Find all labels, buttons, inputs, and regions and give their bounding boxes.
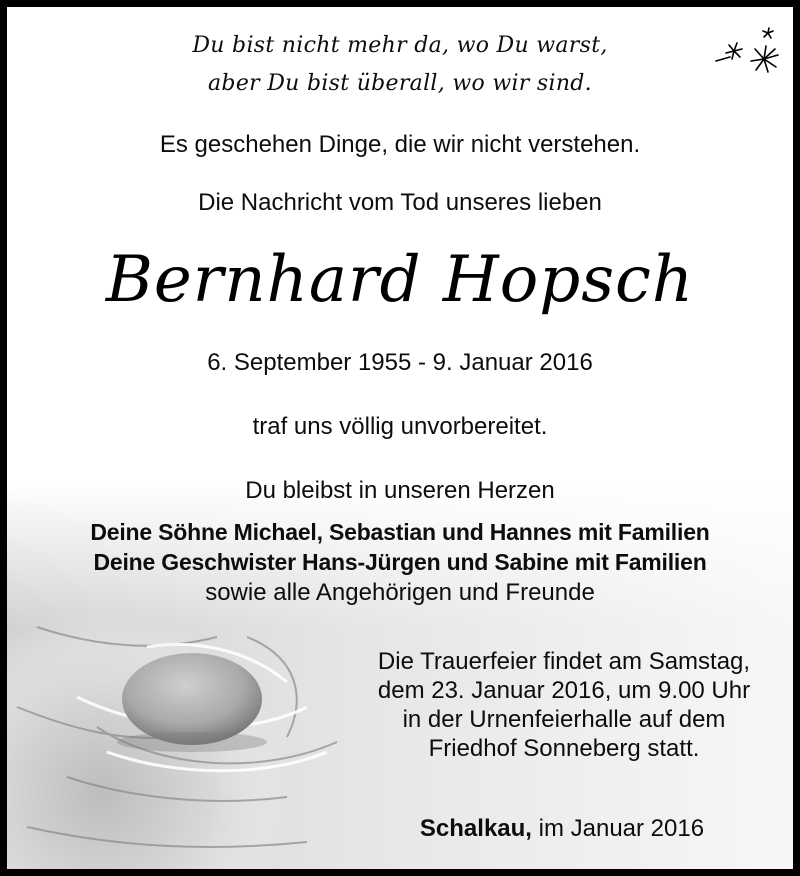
signoff-place: Schalkau, [419,815,532,842]
farewell-text: Du bleibst in unseren Herzen [245,477,555,504]
ceremony-line-1: Die Trauerfeier findet am Samstag, [377,648,751,675]
deceased-name: Bernhard Hopsch [105,243,695,317]
mourners-others: sowie alle Angehörigen und Freunde [205,579,595,606]
message-lead: Die Nachricht vom Tod unseres lieben [198,189,602,216]
mourners-sons: Deine Söhne Michael, Sebastian und Hannes mit Familien [90,519,710,545]
life-dates: 6. September 1955 - 9. Januar 2016 [207,349,593,376]
motto-line-1: Du bist nicht mehr da, wo Du warst, [192,33,608,58]
message-end: traf uns völlig unvorbereitet. [252,413,548,440]
signoff [402,815,722,843]
ceremony-details [359,647,769,763]
ceremony-line-2: dem 23. Januar 2016, um 9.00 Uhr [377,677,751,704]
ceremony-line-3: in der Urnenfeierhalle auf dem [402,706,726,733]
motto-line-2: aber Du bist überall, wo wir sind. [208,71,592,96]
signoff-date: im Januar 2016 [538,815,705,842]
mourners-siblings: Deine Geschwister Hans-Jürgen und Sabine mit Familien [93,549,707,575]
ceremony-line-4: Friedhof Sonneberg statt. [428,735,700,762]
intro-text: Es geschehen Dinge, die wir nicht verstehen. [159,131,641,158]
